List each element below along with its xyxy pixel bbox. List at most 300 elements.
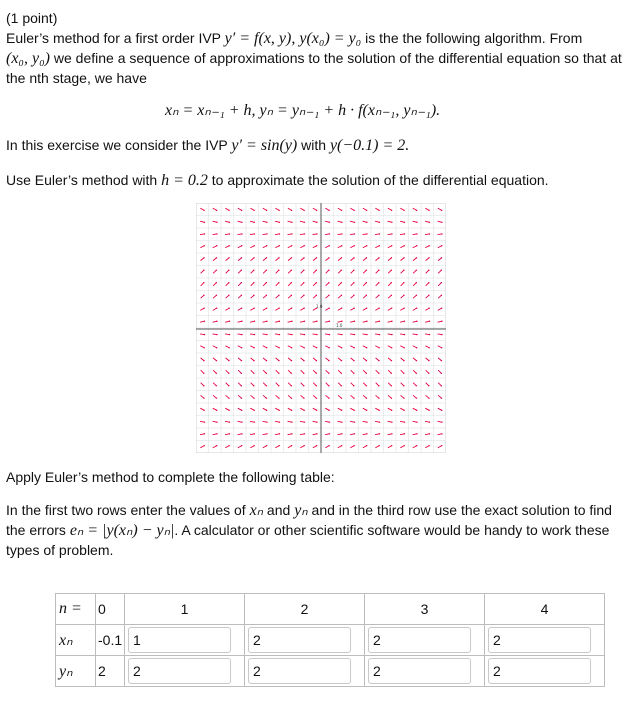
slope-arrow-head [278,210,279,211]
slope-arrow-head [291,307,292,308]
slope-arrow-head [303,282,304,283]
slope-arrow-head [278,410,279,411]
slope-arrow-head [204,433,205,434]
slope-arrow-head [429,222,430,223]
error-formula: eₙ = |y(xₙ) − yₙ| [69,522,175,539]
euler-formula: xₙ = xₙ₋₁ + h, yₙ = yₙ₋₁ + h · f(xₙ₋₁, yₙ₋₁). [165,102,441,119]
slope-arrow-head [228,347,229,348]
slope-arrow-head [441,360,442,361]
slope-arrow-head [216,295,217,296]
slope-arrow-head [416,245,417,246]
slope-arrow-head [266,334,267,335]
slope-arrow-head [441,373,442,374]
slope-arrow-head [328,445,329,446]
slope-arrow-head [291,397,292,398]
slope-arrow-head [254,421,255,422]
slope-arrow-head [216,397,217,398]
slope-arrow-head [303,270,304,271]
slope-arrow-head [353,257,354,258]
slope-arrow-head [391,210,392,211]
slope-arrow-head [366,433,367,434]
slope-arrow-head [378,210,379,211]
slope-arrow-head [378,307,379,308]
slope-arrow-head [416,360,417,361]
slope-arrow-head [316,210,317,211]
slope-arrow-head [241,295,242,296]
slope-arrow-head [403,347,404,348]
slope-arrow-head [416,373,417,374]
slope-arrow-head [391,257,392,258]
slope-arrow-head [216,373,217,374]
slope-arrow-head [391,373,392,374]
euler-table [55,593,605,687]
slope-arrow-head [316,445,317,446]
slope-arrow-head [216,233,217,234]
slope-arrow-head [403,295,404,296]
slope-arrow-head [354,222,355,223]
x3-input[interactable] [368,627,471,653]
x4-input[interactable] [488,627,591,653]
slope-arrow-head [391,222,392,223]
slope-arrow-head [228,445,229,446]
slope-arrow-head [403,210,404,211]
slope-arrow-head [279,433,280,434]
slope-arrow-head [303,445,304,446]
slope-arrow-head [403,373,404,374]
slope-arrow-head [403,385,404,386]
slope-arrow-head [304,433,305,434]
slope-arrow-head [428,373,429,374]
slope-arrow-head [291,222,292,223]
slope-arrow-head [203,282,204,283]
slope-arrow-head [416,270,417,271]
slope-arrow-head [278,282,279,283]
slope-arrow-head [291,295,292,296]
slope-arrow-head [416,385,417,386]
slope-arrow-head [291,445,292,446]
slope-arrow-head [341,433,342,434]
slope-arrow-head [366,360,367,361]
slope-arrow-head [416,282,417,283]
slope-arrow-head [291,321,292,322]
xn-row-label: xₙ [56,625,96,656]
slope-arrow-head [441,445,442,446]
slope-arrow-head [341,421,342,422]
slope-arrow-head [391,321,392,322]
slope-arrow-head [203,445,204,446]
slope-arrow-head [366,222,367,223]
slope-arrow-head [216,433,217,434]
slope-arrow-head [316,257,317,258]
slope-arrow-head [291,360,292,361]
y4-input[interactable] [488,658,591,684]
slope-arrow-head [253,397,254,398]
y1-input[interactable] [128,658,231,684]
slope-arrow-head [291,410,292,411]
n-header-3: 3 [365,594,485,625]
slope-arrow-head [228,373,229,374]
slope-arrow-head [228,360,229,361]
slope-arrow-head [366,373,367,374]
slope-arrow-head [278,360,279,361]
slope-arrow-head [341,347,342,348]
slope-arrow-head [378,410,379,411]
slope-arrow-head [266,421,267,422]
slope-arrow-head [254,321,255,322]
slope-arrow-head [391,270,392,271]
slope-arrow-head [303,210,304,211]
slope-arrow-head [241,321,242,322]
slope-arrow-head [428,270,429,271]
slope-arrow-head [353,295,354,296]
slope-arrow-head [316,373,317,374]
slope-arrow-head [291,334,292,335]
slope-arrow-head [391,334,392,335]
slope-arrow-head [316,295,317,296]
slope-arrow-head [441,307,442,308]
slope-field-plot [196,203,446,453]
slope-arrow-head [366,421,367,422]
slope-arrow-head [353,410,354,411]
slope-arrow-head [366,233,367,234]
slope-arrow-head [366,307,367,308]
slope-arrow-head [429,245,430,246]
slope-arrow-head [428,445,429,446]
slope-arrow-head [328,360,329,361]
slope-arrow-head [304,334,305,335]
slope-arrow-head [328,385,329,386]
slope-arrow-head [316,433,317,434]
slope-arrow-head [316,222,317,223]
slope-arrow-head [303,397,304,398]
slope-arrow-head [303,307,304,308]
slope-arrow-head [403,360,404,361]
slope-arrow-head [329,245,330,246]
slope-arrow-head [316,282,317,283]
table-header-row [56,594,605,625]
slope-arrow-head [328,307,329,308]
slope-arrow-head [403,307,404,308]
slope-arrow-head [341,222,342,223]
slope-arrow-head [378,282,379,283]
slope-arrow-head [428,410,429,411]
slope-arrow-head [253,295,254,296]
slope-arrow-head [278,270,279,271]
slope-arrow-head [341,373,342,374]
slope-arrow-head [391,282,392,283]
ivp-general: y′ = f(x, y), y(x₀) = y₀ [224,30,362,47]
slope-arrow-head [278,373,279,374]
n-header-4: 4 [485,594,605,625]
slope-arrow-head [416,347,417,348]
slope-arrow-head [253,360,254,361]
slope-arrow-head [341,334,342,335]
slope-arrow-head [316,233,317,234]
slope-arrow-head [391,385,392,386]
y3-input[interactable] [368,658,471,684]
slope-arrow-head [316,347,317,348]
slope-arrow-head [216,334,217,335]
slope-arrow-head [328,257,329,258]
slope-arrow-head [404,233,405,234]
slope-arrow-head [341,410,342,411]
slope-arrow-head [341,270,342,271]
slope-arrow-head [229,222,230,223]
x1-input[interactable] [128,627,231,653]
slope-arrow-head [241,385,242,386]
slope-arrow-head [354,321,355,322]
slope-arrow-head [328,270,329,271]
slope-arrow-head [253,270,254,271]
slope-arrow-head [341,307,342,308]
slope-arrow-head [316,385,317,386]
slope-arrow-head [216,321,217,322]
slope-arrow-head [378,295,379,296]
euler-intro-line3: the nth stage, we have [6,70,147,86]
slope-arrow-head [404,222,405,223]
slope-arrow-head [278,397,279,398]
slope-arrow-head [241,257,242,258]
slope-arrow-head [403,397,404,398]
slope-arrow-head [403,282,404,283]
slope-arrow-head [203,397,204,398]
slope-arrow-head [229,245,230,246]
slope-arrow-head [253,385,254,386]
slope-arrow-head [216,347,217,348]
slope-arrow-head [241,347,242,348]
slope-arrow-head [353,385,354,386]
n-header-1: 1 [125,594,245,625]
slope-arrow-head [341,257,342,258]
slope-arrow-head [278,347,279,348]
slope-arrow-head [341,397,342,398]
table-instructions-line2: the errors eₙ = |y(xₙ) − yₙ|. A calculator or other scientific software would be handy to work these [6,522,610,539]
slope-arrow-head [391,360,392,361]
slope-arrow-head [241,421,242,422]
slope-arrow-head [266,282,267,283]
apply-instruction: Apply Euler’s method to complete the following table: [6,469,335,485]
slope-arrow-head [429,233,430,234]
slope-arrow-head [416,321,417,322]
slope-arrow-head [341,295,342,296]
slope-arrow-head [203,257,204,258]
slope-arrow-head [341,233,342,234]
slope-arrow-head [303,410,304,411]
slope-arrow-head [379,245,380,246]
slope-arrow-head [441,282,442,283]
slope-arrow-head [266,347,267,348]
slope-arrow-head [378,373,379,374]
slope-arrow-head [441,245,442,246]
slope-arrow-head [366,410,367,411]
slope-arrow-head [228,307,229,308]
slope-arrow-head [279,321,280,322]
slope-arrow-head [216,270,217,271]
euler-intro: Euler’s method for a first order IVP y′ = f(x, y), y(x₀) = y₀ is the the following algorithm. From [6,30,583,47]
slope-arrow-head [291,347,292,348]
slope-arrow-head [303,295,304,296]
slope-arrow-head [241,270,242,271]
slope-arrow-head [266,360,267,361]
slope-arrow-head [353,270,354,271]
slope-arrow-head [266,257,267,258]
slope-arrow-head [316,397,317,398]
slope-arrow-head [441,410,442,411]
slope-arrow-head [354,233,355,234]
slope-arrow-head [353,282,354,283]
slope-arrow-head [441,433,442,434]
slope-arrow-head [328,282,329,283]
slope-arrow-head [241,397,242,398]
slope-arrow-head [278,257,279,258]
slope-arrow-head [366,397,367,398]
slope-arrow-head [428,282,429,283]
slope-arrow-head [316,270,317,271]
slope-arrow-head [253,373,254,374]
slope-arrow-head [391,410,392,411]
slope-arrow-head [428,360,429,361]
slope-arrow-head [441,270,442,271]
slope-arrow-head [366,282,367,283]
slope-arrow-head [328,210,329,211]
slope-arrow-head [266,210,267,211]
slope-arrow-head [353,210,354,211]
slope-arrow-head [203,347,204,348]
slope-arrow-head [266,433,267,434]
slope-arrow-head [303,257,304,258]
slope-arrow-head [279,245,280,246]
slope-arrow-head [328,397,329,398]
slope-arrow-head [404,433,405,434]
slope-arrow-head [241,222,242,223]
slope-arrow-head [266,307,267,308]
slope-arrow-head [216,210,217,211]
slope-arrow-head [328,347,329,348]
slope-arrow-head [204,222,205,223]
slope-arrow-head [379,321,380,322]
slope-arrow-head [303,360,304,361]
slope-arrow-head [328,410,329,411]
slope-arrow-head [266,385,267,386]
y2-input[interactable] [248,658,351,684]
slope-arrow-head [416,210,417,211]
slope-arrow-head [391,233,392,234]
slope-arrow-head [378,347,379,348]
slope-arrow-head [203,270,204,271]
slope-arrow-head [329,222,330,223]
slope-arrow-head [203,385,204,386]
slope-arrow-head [216,307,217,308]
slope-arrow-head [416,222,417,223]
slope-arrow-head [329,334,330,335]
slope-arrow-head [241,445,242,446]
slope-arrow-head [229,421,230,422]
table-instructions: In the first two rows enter the values of xₙ and yₙ and in the third row use the exact solution to find [6,502,612,519]
points-label: (1 point) [6,10,58,26]
slope-arrow-head [253,257,254,258]
slope-arrow-head [278,295,279,296]
slope-arrow-head [391,347,392,348]
yn-row-label: yₙ [56,656,96,687]
slope-arrow-head [391,397,392,398]
slope-arrow-head [278,307,279,308]
slope-arrow-head [203,360,204,361]
slope-arrow-head [416,445,417,446]
slope-arrow-head [204,421,205,422]
slope-arrow-head [353,347,354,348]
slope-arrow-head [441,321,442,322]
slope-arrow-head [253,210,254,211]
slope-arrow-head [341,210,342,211]
slope-arrow-head [391,295,392,296]
slope-arrow-head [291,385,292,386]
slope-arrow-head [204,233,205,234]
slope-arrow-head [316,421,317,422]
slope-arrow-head [291,270,292,271]
slope-arrow-head [304,321,305,322]
exercise-statement: In this exercise we consider the IVP y′ = sin(y) with y(−0.1) = 2. [6,137,410,154]
slope-arrow-head [403,257,404,258]
slope-arrow-head [391,421,392,422]
slope-arrow-head [428,397,429,398]
slope-arrow-head [353,360,354,361]
slope-arrow-head [229,321,230,322]
slope-arrow-head [204,334,205,335]
slope-arrow-head [416,257,417,258]
slope-arrow-head [204,245,205,246]
slope-arrow-head [266,410,267,411]
slope-arrow-head [429,321,430,322]
slope-arrow-head [416,433,417,434]
slope-arrow-head [366,257,367,258]
slope-arrow-head [278,385,279,386]
slope-arrow-head [428,385,429,386]
slope-arrow-head [241,360,242,361]
slope-arrow-head [366,270,367,271]
table-row-yn [56,656,605,687]
slope-arrow-head [341,321,342,322]
slope-arrow-head [354,334,355,335]
slope-arrow-head [428,307,429,308]
y-axis-tick-label: 1.0 [316,304,323,309]
slope-arrow-head [354,421,355,422]
slope-arrow-head [304,421,305,422]
slope-arrow-head [428,257,429,258]
slope-arrow-head [266,233,267,234]
slope-arrow-head [366,245,367,246]
slope-arrow-head [316,360,317,361]
slope-arrow-head [228,295,229,296]
slope-arrow-head [378,385,379,386]
slope-arrow-head [441,233,442,234]
slope-arrow-head [366,210,367,211]
slope-arrow-head [228,385,229,386]
slope-arrow-head [366,321,367,322]
slope-arrow-head [353,373,354,374]
slope-arrow-head [441,295,442,296]
slope-arrow-head [278,445,279,446]
slope-arrow-head [378,445,379,446]
slope-arrow-head [241,334,242,335]
slope-arrow-head [266,270,267,271]
slope-arrow-head [203,295,204,296]
n-label: n = [56,594,96,625]
slope-arrow-head [216,282,217,283]
slope-arrow-head [379,334,380,335]
slope-arrow-head [229,233,230,234]
x2-input[interactable] [248,627,351,653]
slope-arrow-head [203,307,204,308]
